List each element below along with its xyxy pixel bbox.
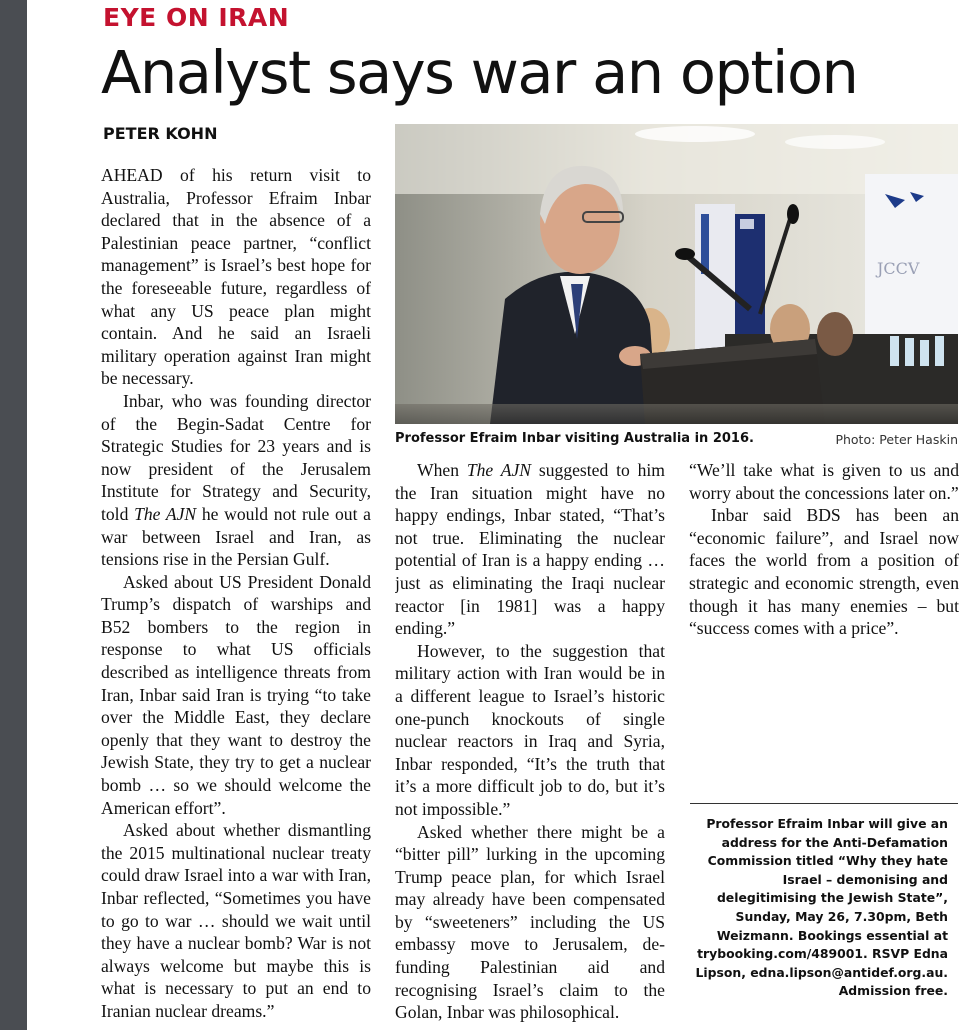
article-photo xyxy=(395,124,958,424)
paragraph-3: Asked about US President Donald Trump’s dispatch of warships and B52 bombers to the region in response to what US officials described as intelligence threats from Iran, Inbar said Iran is trying “to take over the Middle East, they declare openly that they want to destroy the Jewish State, they try to get a nuclear bomb … so we should welcome the American effort”. xyxy=(101,571,371,818)
page-edge xyxy=(0,0,27,1030)
publication-name: The AJN xyxy=(134,503,197,524)
article-column-1 xyxy=(101,164,371,1024)
paragraph-2: Inbar, who was founding director of the Begin-Sadat Centre for Strategic Studies for 23 years and is now president of the Jerusalem Institute for Strategy and Security, told The AJN he would not rule out a war between Israel and Iran, as tensions rise in the Persian Gulf. xyxy=(101,390,371,570)
section-label: EYE ON IRAN xyxy=(103,3,290,32)
article-column-3 xyxy=(689,459,959,799)
photo-credit: Photo: Peter Haskin xyxy=(835,432,958,447)
paragraph-7-continued: “We’ll take what is given to us and worry about the concessions later on.” xyxy=(689,460,959,503)
lead-in: AHEAD xyxy=(101,165,163,185)
paragraph-5: When The AJN suggested to him the Iran situation might have no happy endings, Inbar stated, “That’s not true. Eliminating the nuclear potential of Iran is a happy ending … just as eliminating the Iraqi nuclear reactor [in 1981] was a happy ending.” xyxy=(395,460,665,639)
event-notice: Professor Efraim Inbar will give an address for the Anti-Defamation Commission titled “Why they hate Israel – demonising and delegitimising the Jewish State”, Sunday, May 26, 7.30pm, Beth Weizmann. Bookings essential at trybooking.com/489001. RSVP Edna Lipson, edna.lipson@antidef.org.au. Admission free. xyxy=(695,816,948,999)
photo-illustration xyxy=(395,124,958,424)
paragraph-1: AHEAD of his return visit to Australia, Professor Efraim Inbar declared that in the absence of a Palestinian peace partner, “conflict management” is Israel’s best hope for the foreseeable future, regardless of what any US peace plan might contain. And he said an Israeli military operation against Iran might be necessary. xyxy=(101,165,371,389)
notice-divider xyxy=(690,803,958,804)
paragraph-6: However, to the suggestion that military action with Iran would be in a different league to Israel’s historic one-punch knockouts of single nuclear reactors in Iraq and Syria, Inbar responded, “It’s the truth that it’s a more difficult job to do, but it’s not impossible.” xyxy=(395,640,665,819)
headline: Analyst says war an option xyxy=(101,38,858,107)
photo-caption: Professor Efraim Inbar visiting Australia in 2016. xyxy=(395,431,754,446)
article-column-2 xyxy=(395,459,665,1024)
paragraph-8: Inbar said BDS has been an “economic failure”, and Israel now faces the world from a position of strategic and economic strength, even though it has many enemies – but “success comes with a price”. xyxy=(689,505,959,639)
paragraph-4: Asked about whether dismantling the 2015 multinational nuclear treaty could draw Israel into a war with Iran, Inbar reflected, “Sometimes you have to go to war … should we wait until they have a nuclear bomb? War is not always welcome but maybe this is what is necessary to put an end to Iranian nuclear dreams.” xyxy=(101,820,371,1021)
paragraph-7: Asked whether there might be a “bitter pill” lurking in the upcoming Trump peace plan, for which Israel may already have been compensated by “sweeteners” including the US embassy move to Jerusalem, de-funding Palestinian aid and recognising Israel’s claim to the Golan, Inbar was philosophical. xyxy=(395,821,665,1023)
byline: PETER KOHN xyxy=(103,124,218,143)
publication-name: The AJN xyxy=(466,460,532,480)
banner-text: JCCV xyxy=(877,259,920,278)
